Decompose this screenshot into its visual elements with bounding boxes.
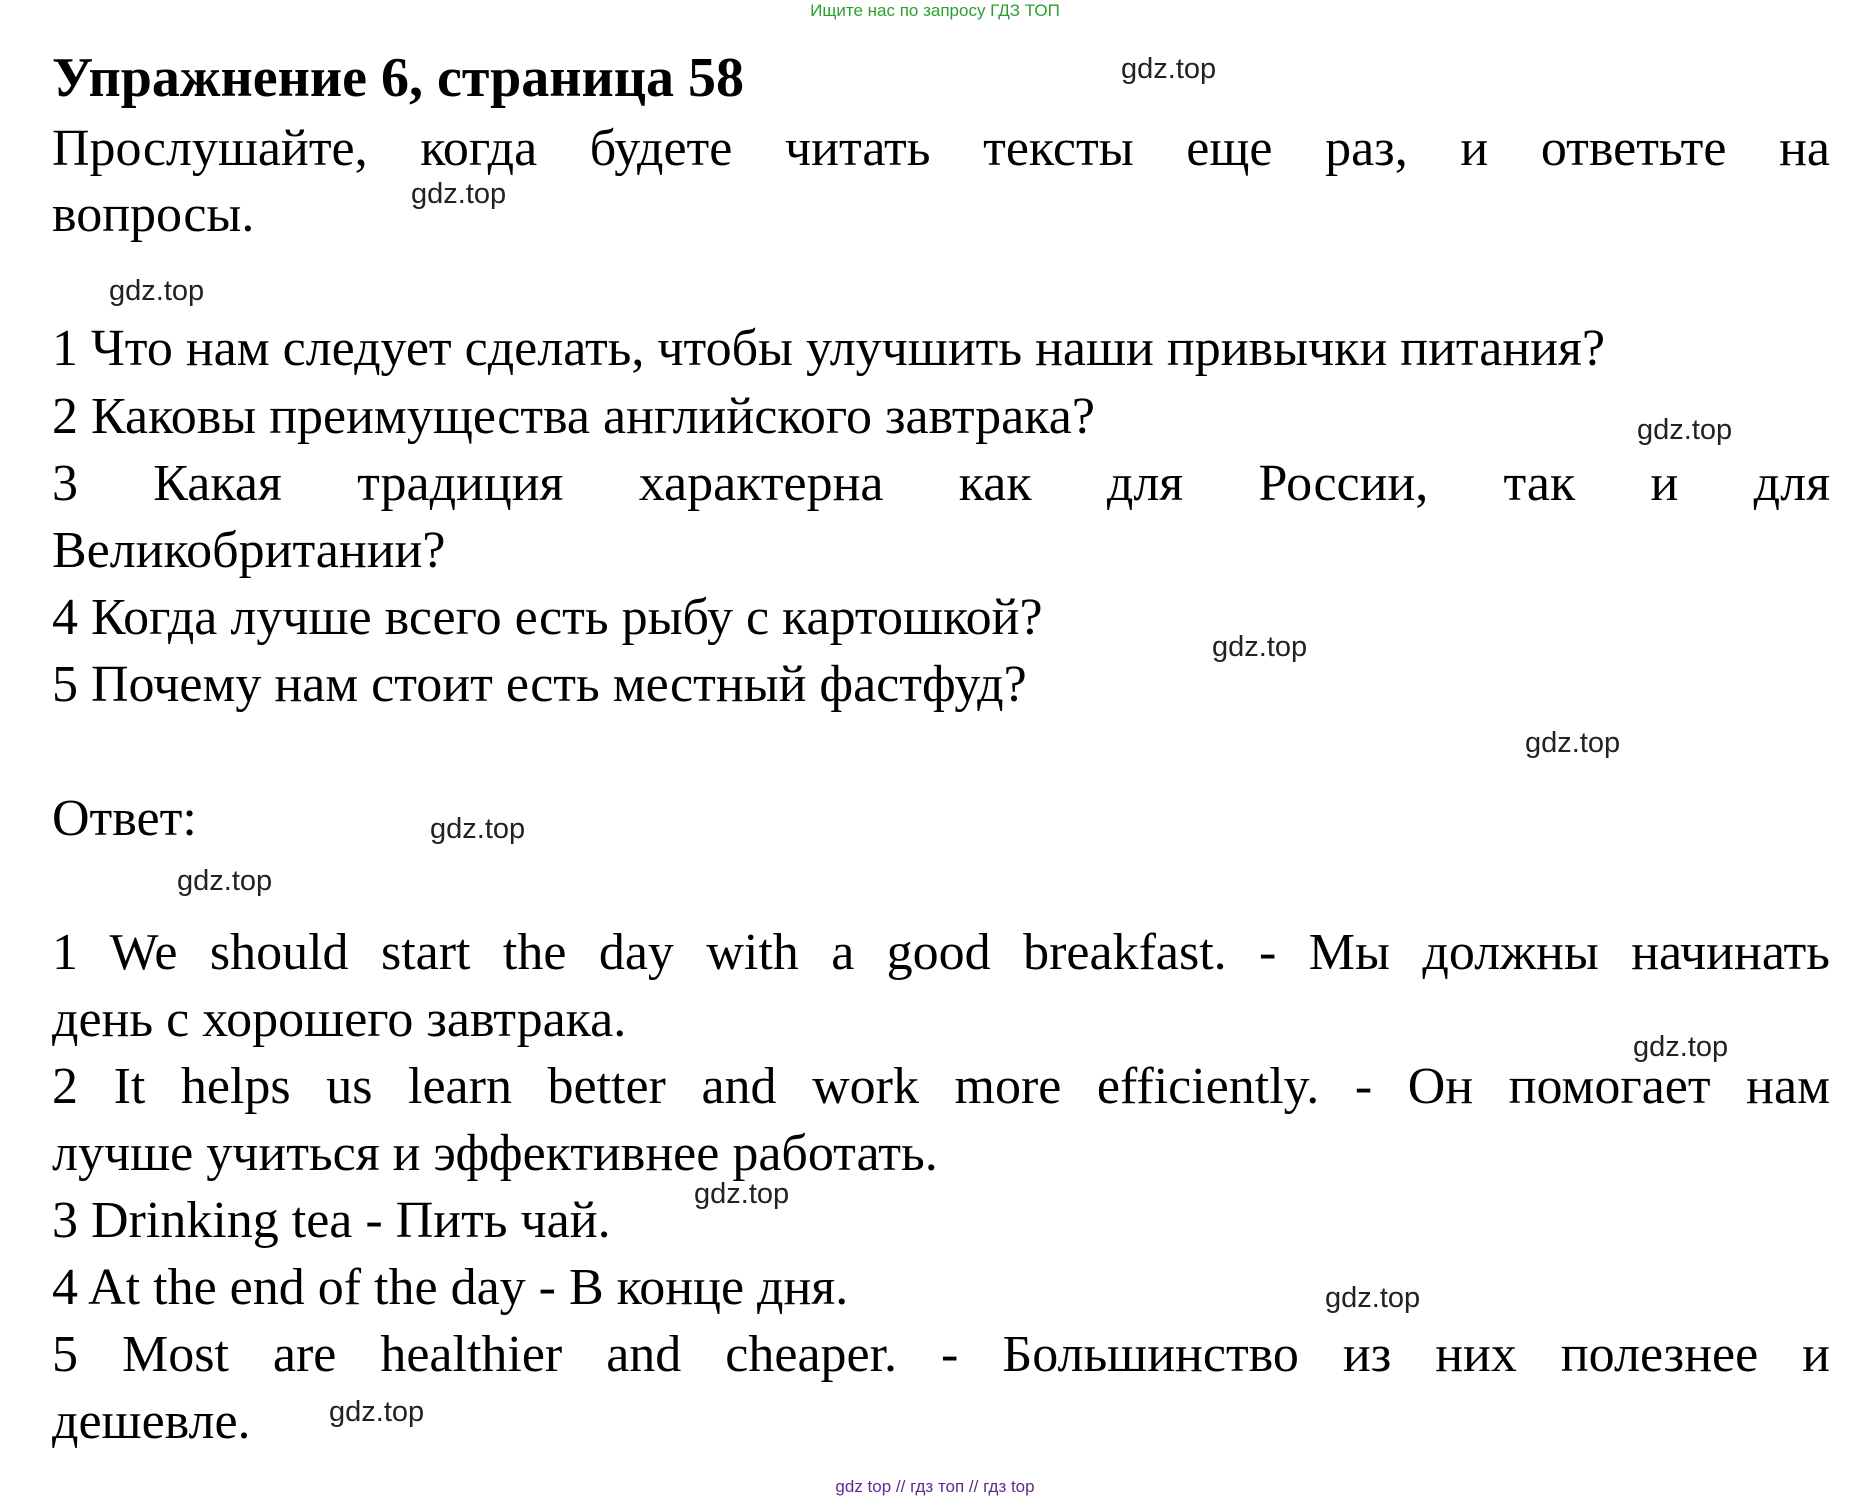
watermark: gdz.top — [1121, 53, 1217, 85]
question-3-continued: Великобритании? — [52, 522, 446, 579]
question-1: 1 Что нам следует сделать, чтобы улучшить наши привычки питания? — [52, 320, 1606, 377]
answer-line-5-continued: дешевле. — [52, 1393, 251, 1450]
watermark: gdz.top — [1325, 1282, 1421, 1314]
watermark: gdz.top — [694, 1178, 790, 1210]
watermark: gdz.top — [329, 1396, 425, 1428]
instruction-line-2: вопросы. — [52, 186, 255, 243]
question-3: 3 Какая традиция характерна как для России, так и для — [52, 455, 1830, 512]
watermark: gdz.top — [411, 178, 507, 210]
watermark: gdz.top — [1525, 727, 1621, 759]
watermark: gdz.top — [430, 813, 526, 845]
answer-line-1-continued: день с хорошего завтрака. — [52, 991, 627, 1048]
answer-label: Ответ: — [52, 790, 197, 847]
page-title: Упражнение 6, страница 58 — [52, 47, 745, 109]
footer: gdz top // гдз топ // гдз top — [835, 1477, 1035, 1496]
watermark: gdz.top — [1212, 631, 1308, 663]
answer-line-3: 3 Drinking tea - Пить чай. — [52, 1192, 611, 1249]
top-banner: Ищите нас по запросу ГДЗ ТОП — [810, 1, 1060, 20]
answer-line-5: 5 Most are healthier and cheaper. - Большинство из них полезнее и — [52, 1326, 1830, 1383]
watermark: gdz.top — [109, 275, 205, 307]
question-4: 4 Когда лучше всего есть рыбу с картошкой? — [52, 589, 1043, 646]
answer-line-2-continued: лучше учиться и эффективнее работать. — [52, 1125, 938, 1182]
question-2: 2 Каковы преимущества английского завтрака? — [52, 388, 1095, 445]
watermark: gdz.top — [1637, 414, 1733, 446]
watermark: gdz.top — [1633, 1031, 1729, 1063]
watermark: gdz.top — [177, 865, 273, 897]
question-5: 5 Почему нам стоит есть местный фастфуд? — [52, 656, 1027, 713]
answer-line-4: 4 At the end of the day - В конце дня. — [52, 1259, 849, 1316]
answer-line-2: 2 It helps us learn better and work more efficiently. - Он помогает нам — [52, 1058, 1830, 1115]
answer-line-1: 1 We should start the day with a good breakfast. - Мы должны начинать — [52, 924, 1830, 981]
instruction-line-1: Прослушайте, когда будете читать тексты еще раз, и ответьте на — [52, 120, 1830, 177]
